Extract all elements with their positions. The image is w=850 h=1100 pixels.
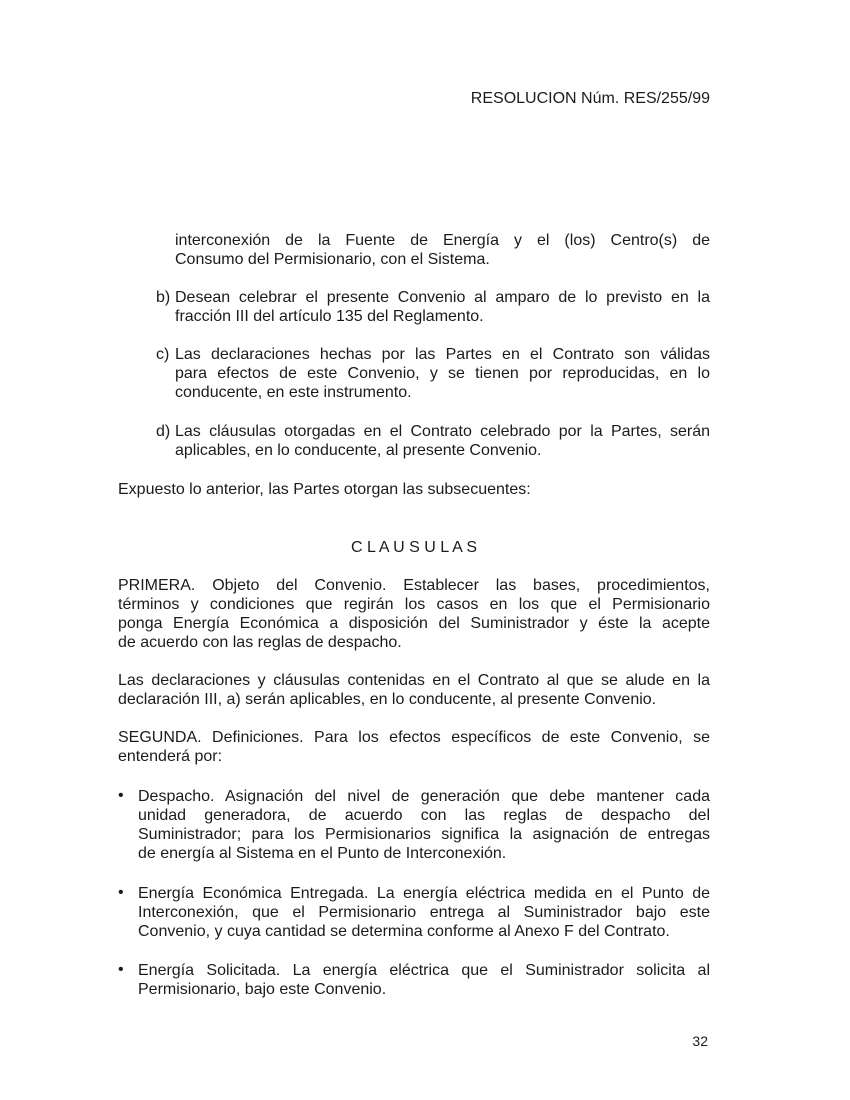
paragraph-line: Suministrador; para los Permisionarios significa la asignación de entregas (138, 826, 710, 843)
paragraph-line: conducente, en este instrumento. (175, 384, 412, 401)
paragraph-line: aplicables, en lo conducente, al presente Convenio. (175, 442, 542, 459)
paragraph-line: de energía al Sistema en el Punto de Interconexión. (138, 845, 507, 862)
definition-bullet-despacho (118, 787, 710, 863)
paragraph-line: fracción III del artículo 135 del Reglamento. (175, 308, 484, 325)
bullet-icon: • (118, 884, 124, 901)
paragraph-line: entenderá por: (118, 748, 223, 765)
item-marker-d: d) (156, 423, 171, 440)
paragraph-line: SEGUNDA. Definiciones. Para los efectos específicos de este Convenio, se (118, 729, 710, 746)
paragraph-line: PRIMERA. Objeto del Convenio. Establecer las bases, procedimientos, (118, 577, 710, 594)
bullet-icon: • (118, 787, 124, 804)
paragraph-declaraciones (118, 671, 710, 709)
document-header-title: RESOLUCION Núm. RES/255/99 (470, 90, 710, 107)
paragraph-line: Energía Económica Entregada. La energía eléctrica medida en el Punto de (138, 885, 710, 902)
paragraph-line: interconexión de la Fuente de Energía y el (los) Centro(s) de (175, 232, 710, 249)
paragraph-line: Las declaraciones hechas por las Partes en el Contrato son válidas (175, 346, 710, 363)
paragraph-line: términos y condiciones que regirán los casos en los que el Permisionario (118, 596, 710, 613)
paragraph-line: Energía Solicitada. La energía eléctrica que el Suministrador solicita al (138, 962, 710, 979)
paragraph-line: ponga Energía Económica a disposición del Suministrador y éste la acepte (118, 615, 710, 632)
paragraph-line: declaración III, a) serán aplicables, en lo conducente, al presente Convenio. (118, 691, 657, 708)
definition-bullet-energia-solicitada (118, 961, 710, 999)
definition-bullet-energia-economica-entregada (118, 884, 710, 941)
clause-segunda-paragraph (118, 728, 710, 766)
clausulas-heading: C L A U S U L A S (351, 539, 477, 556)
paragraph-line: unidad generadora, de acuerdo con las reglas de despacho del (138, 807, 710, 824)
paragraph-line: Despacho. Asignación del nivel de generación que debe mantener cada (138, 788, 710, 805)
paragraph-line: Convenio, y cuya cantidad se determina conforme al Anexo F del Contrato. (138, 923, 670, 940)
item-marker-b: b) (156, 289, 171, 306)
page-number: 32 (692, 1033, 708, 1049)
paragraph-line: Interconexión, que el Permisionario entrega al Suministrador bajo este (138, 904, 710, 921)
item-marker-c: c) (156, 346, 170, 363)
document-text-column (118, 0, 710, 999)
paragraph-line: Las declaraciones y cláusulas contenidas en el Contrato al que se alude en la (118, 672, 710, 689)
paragraph-line: Consumo del Permisionario, con el Sistema. (175, 251, 490, 268)
paragraph-line: Desean celebrar el presente Convenio al amparo de lo previsto en la (175, 289, 710, 306)
clause-primera-paragraph (118, 576, 710, 652)
paragraph-expuesto: Expuesto lo anterior, las Partes otorgan las subsecuentes: (118, 481, 531, 498)
paragraph-line: de acuerdo con las reglas de despacho. (118, 634, 402, 651)
paragraph-line: Permisionario, bajo este Convenio. (138, 981, 387, 998)
paragraph-item-a-continuation (175, 231, 710, 269)
lettered-item-d (156, 422, 710, 460)
paragraph-line: Las cláusulas otorgadas en el Contrato celebrado por la Partes, serán (175, 423, 710, 440)
lettered-item-b (156, 288, 710, 326)
bullet-icon: • (118, 961, 124, 978)
lettered-item-c (156, 345, 710, 402)
paragraph-line: para efectos de este Convenio, y se tienen por reproducidas, en lo (175, 365, 710, 382)
